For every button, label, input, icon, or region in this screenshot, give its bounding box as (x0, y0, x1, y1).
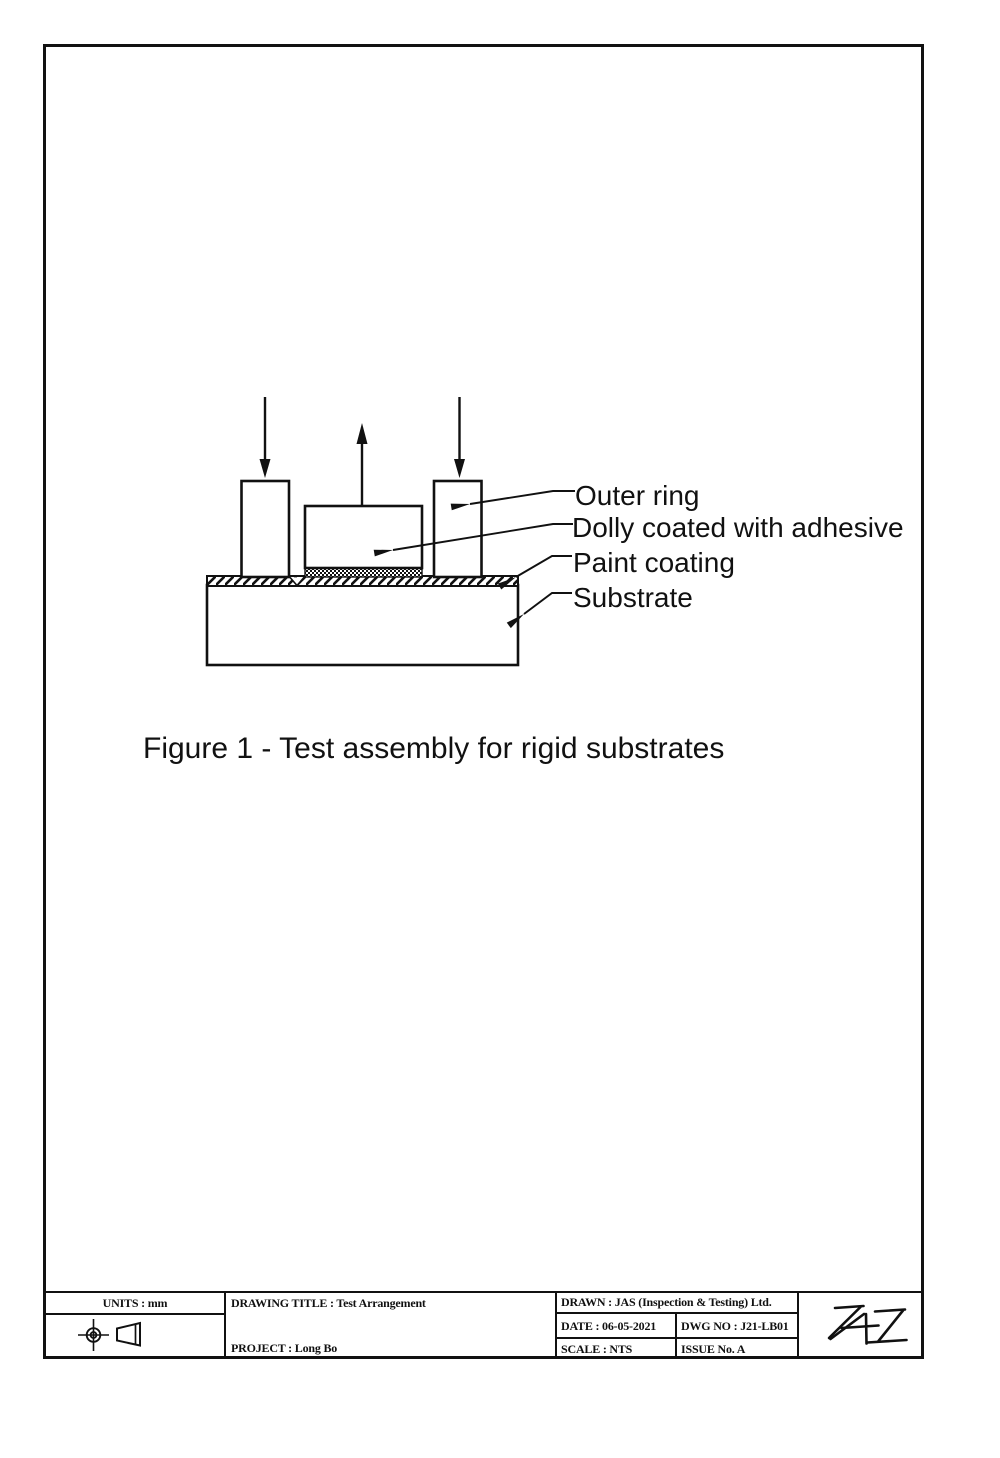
issue-field: ISSUE No. A (681, 1341, 746, 1356)
project-field: PROJECT : Long Bo (231, 1340, 338, 1355)
units-field: UNITS : mm (102, 1295, 168, 1310)
outer-ring-right-shape (434, 481, 482, 577)
substrate-label: Substrate (573, 582, 693, 613)
first-angle-projection-icon (78, 1319, 140, 1351)
titleblock-col-divider-1 (224, 1291, 226, 1359)
titleblock-col-divider-2 (555, 1291, 557, 1359)
dolly-shape (305, 506, 422, 568)
outer-ring-label: Outer ring (575, 480, 700, 511)
outer-ring-left-shape (242, 481, 290, 577)
dwg-no-field: DWG NO : J21-LB01 (681, 1318, 789, 1333)
drawing-title-field: DRAWING TITLE : Test Arrangement (231, 1295, 426, 1310)
titleblock-col-divider-3 (675, 1312, 677, 1359)
scale-field: SCALE : NTS (561, 1341, 633, 1356)
dolly-label: Dolly coated with adhesive (572, 512, 904, 543)
substrate-leader (524, 593, 572, 614)
pull-arrow-up (357, 423, 368, 506)
paint-coating-leader (516, 556, 572, 577)
drawn-by-field: DRAWN : JAS (Inspection & Testing) Ltd. (561, 1295, 772, 1309)
load-arrow-down-left (260, 397, 271, 478)
figure-caption: Figure 1 - Test assembly for rigid substrates (143, 732, 725, 765)
substrate-shape (207, 585, 518, 665)
titleblock-row-divider-left (43, 1313, 225, 1315)
titleblock-col-divider-4 (797, 1291, 799, 1359)
outer-ring-leader (470, 491, 575, 504)
signature-jas (829, 1306, 907, 1344)
load-arrow-down-right (454, 397, 465, 478)
paint-coating-label: Paint coating (573, 547, 735, 578)
date-field: DATE : 06-05-2021 (561, 1318, 657, 1333)
